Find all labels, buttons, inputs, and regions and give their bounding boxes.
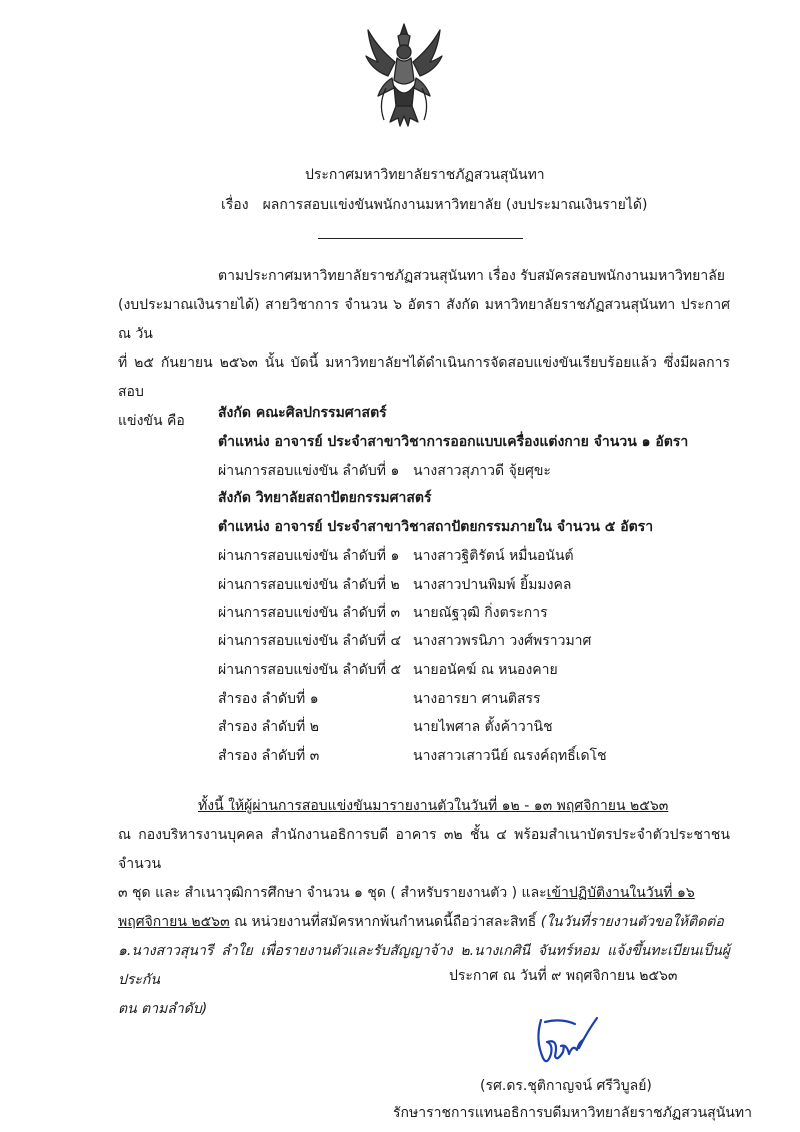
notice-paragraph [118, 792, 730, 1024]
notice-start-date-cont: พฤศจิกายน ๒๕๖๓ [118, 914, 230, 930]
document-title: ประกาศมหาวิทยาลัยราชภัฏสวนสุนันทา [305, 167, 545, 183]
intro-line: ตามประกาศมหาวิทยาลัยราชภัฏสวนสุนันทา เรื่อง รับสมัครสอบพนักงานมหาวิทยาลัย [218, 268, 726, 284]
result-rank: สำรอง ลำดับที่ ๑ [218, 691, 319, 707]
result-row [218, 545, 574, 567]
handwritten-signature-icon [533, 1014, 603, 1068]
notice-start-date: เข้าปฏิบัติงานในวันที่ ๑๖ [546, 885, 695, 901]
result-row [218, 745, 607, 767]
notice-line [118, 792, 730, 821]
result-name: นางสาวปานพิมพ์ ยิ้มมงคล [413, 577, 572, 593]
intro-line: (งบประมาณเงินรายได้) สายวิชาการ จำนวน ๖ อัตรา สังกัด มหาวิทยาลัยราชภัฏสวนสุนันทา ประกาศ ณ วัน [118, 297, 730, 342]
result-name: นางสาวสุภาวดี จุ้ยศุขะ [413, 463, 551, 479]
notice-line: ณ กองบริหารงานบุคคล สำนักงานอธิการบดี อาคาร ๓๒ ชั้น ๔ พร้อมสำเนาบัตรประจำตัวประชาชน จำนวน [118, 827, 730, 872]
result-rank: สำรอง ลำดับที่ ๓ [218, 748, 320, 764]
intro-paragraph [118, 262, 730, 436]
result-rank: ผ่านการสอบแข่งขัน ลำดับที่ ๒ [218, 577, 400, 593]
intro-line: แข่งขัน คือ [118, 413, 185, 429]
section-position: ตำแหน่ง อาจารย์ ประจำสาขาวิชาสถาปัตยกรรมภายใน จำนวน ๕ อัตรา [218, 519, 654, 535]
result-rank: ผ่านการสอบแข่งขัน ลำดับที่ ๔ [218, 633, 402, 649]
notice-text: ๓ ชุด และ สำเนาวุฒิการศึกษา จำนวน ๑ ชุด ( สำหรับรายงานตัว ) และ [118, 885, 547, 901]
notice-contact: (ในวันที่รายงานตัวขอให้ติดต่อ [540, 914, 724, 930]
notice-contact: ๑.นางสาวสุนารี ลำใย เพื่อรายงานตัวและรับสัญญาจ้าง ๒.นางเกศินี จันทร์หอม แจ้งขึ้นทะเบียนเป็นผู้ประกัน [118, 943, 730, 988]
result-rank: สำรอง ลำดับที่ ๒ [218, 719, 319, 735]
section-affiliation: สังกัด คณะศิลปกรรมศาสตร์ [218, 405, 387, 421]
section-position: ตำแหน่ง อาจารย์ ประจำสาขาวิชาการออกแบบเครื่องแต่งกาย จำนวน ๑ อัตรา [218, 434, 689, 450]
result-name: นางสาวพรนิภา วงศ์พราวมาศ [413, 633, 592, 649]
notice-line [118, 908, 730, 937]
result-name: นางอารยา ศานติสรร [413, 691, 541, 707]
result-row [218, 716, 553, 738]
notice-reporting-dates: ทั้งนี้ ให้ผู้ผ่านการสอบแข่งขันมารายงานตัวในวันที่ ๑๒ - ๑๓ พฤศจิกายน ๒๕๖๓ [198, 798, 669, 814]
signer-position: รักษาราชการแทนอธิการบดีมหาวิทยาลัยราชภัฏสวนสุนันทา [393, 1105, 752, 1121]
result-name: นายอนัคฆ์ ณ หนองคาย [413, 662, 558, 678]
result-row [218, 574, 572, 596]
result-row [218, 602, 548, 624]
subject-label: เรื่อง [221, 197, 249, 213]
garuda-emblem-icon [364, 22, 444, 128]
subject-text: ผลการสอบแข่งขันพนักงานมหาวิทยาลัย (งบประมาณเงินรายได้) [262, 197, 648, 213]
title-divider [318, 238, 523, 239]
announcement-date: ประกาศ ณ วันที่ ๙ พฤศจิกายน ๒๕๖๓ [449, 968, 678, 984]
result-name: นายณัฐวุฒิ กิ่งตระการ [413, 605, 548, 621]
result-rank: ผ่านการสอบแข่งขัน ลำดับที่ ๕ [218, 662, 402, 678]
result-row [218, 688, 541, 710]
notice-line [118, 879, 730, 908]
result-name: นางสาวเสาวนีย์ ณรงค์ฤทธิ์เดโช [413, 748, 607, 764]
result-rank: ผ่านการสอบแข่งขัน ลำดับที่ ๓ [218, 605, 401, 621]
result-name: นายไพศาล ตั้งค้าวานิช [413, 719, 553, 735]
notice-text: ณ หน่วยงานที่สมัครหากพ้นกำหนดนี้ถือว่าสละสิทธิ์ [229, 914, 541, 930]
document-subject [221, 194, 647, 216]
intro-line: ที่ ๒๕ กันยายน ๒๕๖๓ นั้น บัดนี้ มหาวิทยาลัยฯได้ดำเนินการจัดสอบแข่งขันเรียบร้อยแล้ว ซึ่งมีผลการสอบ [118, 355, 730, 400]
result-rank: ผ่านการสอบแข่งขัน ลำดับที่ ๑ [218, 463, 400, 479]
result-row [218, 630, 592, 652]
signer-name: (รศ.ดร.ชุติกาญจน์ ศรีวิบูลย์) [480, 1078, 652, 1094]
notice-contact: ตน ตามลำดับ) [118, 1001, 208, 1017]
result-rank: ผ่านการสอบแข่งขัน ลำดับที่ ๑ [218, 548, 400, 564]
result-row [218, 659, 558, 681]
result-name: นางสาวฐิติรัตน์ หมื่นอนันต์ [413, 548, 574, 564]
result-row [218, 460, 551, 482]
section-affiliation: สังกัด วิทยาลัยสถาปัตยกรรมศาสตร์ [218, 490, 432, 506]
